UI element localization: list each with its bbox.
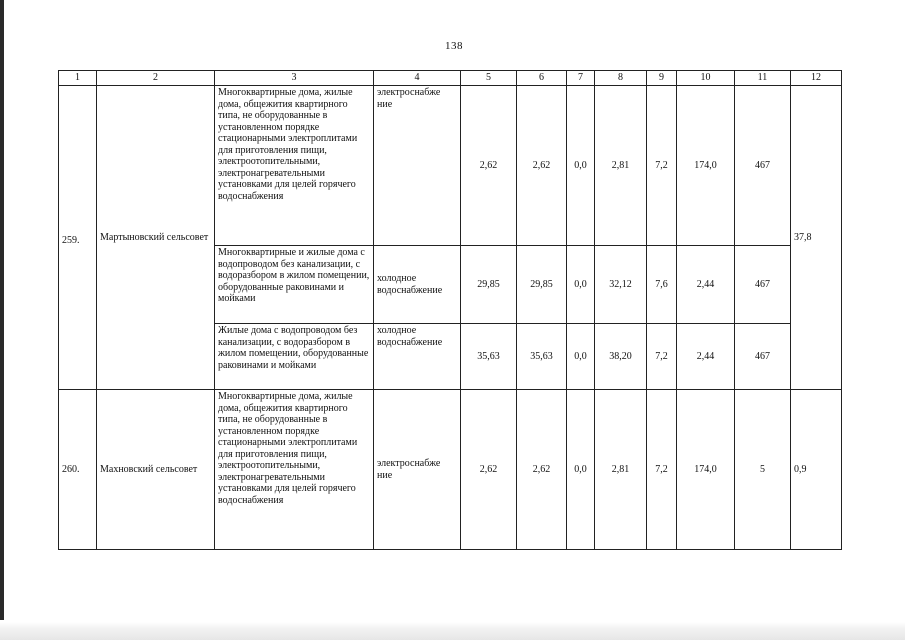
tariff-table bbox=[58, 70, 842, 550]
value-col5: 35,63 bbox=[461, 324, 517, 390]
row-index: 259. bbox=[59, 86, 97, 390]
value-col7: 0,0 bbox=[567, 246, 595, 324]
value-col9: 7,2 bbox=[647, 324, 677, 390]
header-cell: 10 bbox=[677, 71, 735, 86]
scan-edge-left bbox=[0, 0, 4, 620]
header-cell: 8 bbox=[595, 71, 647, 86]
value-col6: 29,85 bbox=[517, 246, 567, 324]
value-col6: 2,62 bbox=[517, 86, 567, 246]
service-type: холодное водоснабжение bbox=[374, 246, 461, 324]
value-col8: 38,20 bbox=[595, 324, 647, 390]
housing-description: Многоквартирные и жилые дома с водопроводом без канализации, с водоразбором в жилом помещении, оборудованные раковинами и мойками bbox=[215, 246, 374, 324]
table-row bbox=[59, 390, 842, 550]
settlement-name: Мартыновский сельсовет bbox=[97, 86, 215, 390]
scan-edge-bottom bbox=[0, 622, 905, 640]
service-type: электроснабже ние bbox=[374, 86, 461, 246]
value-col10: 174,0 bbox=[677, 390, 735, 550]
header-cell: 1 bbox=[59, 71, 97, 86]
service-type: электроснабже ние bbox=[374, 390, 461, 550]
value-col9: 7,2 bbox=[647, 86, 677, 246]
value-col7: 0,0 bbox=[567, 390, 595, 550]
header-cell: 4 bbox=[374, 71, 461, 86]
value-col10: 174,0 bbox=[677, 86, 735, 246]
value-col12: 37,8 bbox=[791, 86, 842, 390]
table-row bbox=[59, 86, 842, 246]
value-col8: 32,12 bbox=[595, 246, 647, 324]
row-index: 260. bbox=[59, 390, 97, 550]
header-cell: 11 bbox=[735, 71, 791, 86]
value-col7: 0,0 bbox=[567, 86, 595, 246]
header-cell: 12 bbox=[791, 71, 842, 86]
value-col11: 467 bbox=[735, 324, 791, 390]
value-col5: 29,85 bbox=[461, 246, 517, 324]
value-col8: 2,81 bbox=[595, 390, 647, 550]
service-type: холодное водоснабжение bbox=[374, 324, 461, 390]
value-col12: 0,9 bbox=[791, 390, 842, 550]
value-col9: 7,6 bbox=[647, 246, 677, 324]
value-col6: 35,63 bbox=[517, 324, 567, 390]
housing-description: Многоквартирные дома, жилые дома, общежития квартирного типа, не оборудованные в установленном порядке стационарными электроплитами для приготовления пищи, электроотопительными, электронагревательными установками для целей горячего водоснабжения bbox=[215, 86, 374, 246]
header-cell: 5 bbox=[461, 71, 517, 86]
value-col6: 2,62 bbox=[517, 390, 567, 550]
value-col11: 467 bbox=[735, 86, 791, 246]
settlement-name: Махновский сельсовет bbox=[97, 390, 215, 550]
value-col10: 2,44 bbox=[677, 246, 735, 324]
value-col11: 467 bbox=[735, 246, 791, 324]
header-cell: 7 bbox=[567, 71, 595, 86]
header-cell: 9 bbox=[647, 71, 677, 86]
value-col10: 2,44 bbox=[677, 324, 735, 390]
housing-description: Жилые дома с водопроводом без канализации, с водоразбором в жилом помещении, оборудованные раковинами и мойками bbox=[215, 324, 374, 390]
header-cell: 6 bbox=[517, 71, 567, 86]
page-number: 138 bbox=[445, 40, 463, 52]
header-cell: 2 bbox=[97, 71, 215, 86]
header-cell: 3 bbox=[215, 71, 374, 86]
value-col11: 5 bbox=[735, 390, 791, 550]
housing-description: Многоквартирные дома, жилые дома, общежития квартирного типа, не оборудованные в установленном порядке стационарными электроплитами для приготовления пищи, электроотопительными, электронагревательными установками для целей горячего водоснабжения bbox=[215, 390, 374, 550]
value-col9: 7,2 bbox=[647, 390, 677, 550]
value-col5: 2,62 bbox=[461, 86, 517, 246]
header-row bbox=[59, 71, 842, 86]
value-col7: 0,0 bbox=[567, 324, 595, 390]
value-col8: 2,81 bbox=[595, 86, 647, 246]
value-col5: 2,62 bbox=[461, 390, 517, 550]
